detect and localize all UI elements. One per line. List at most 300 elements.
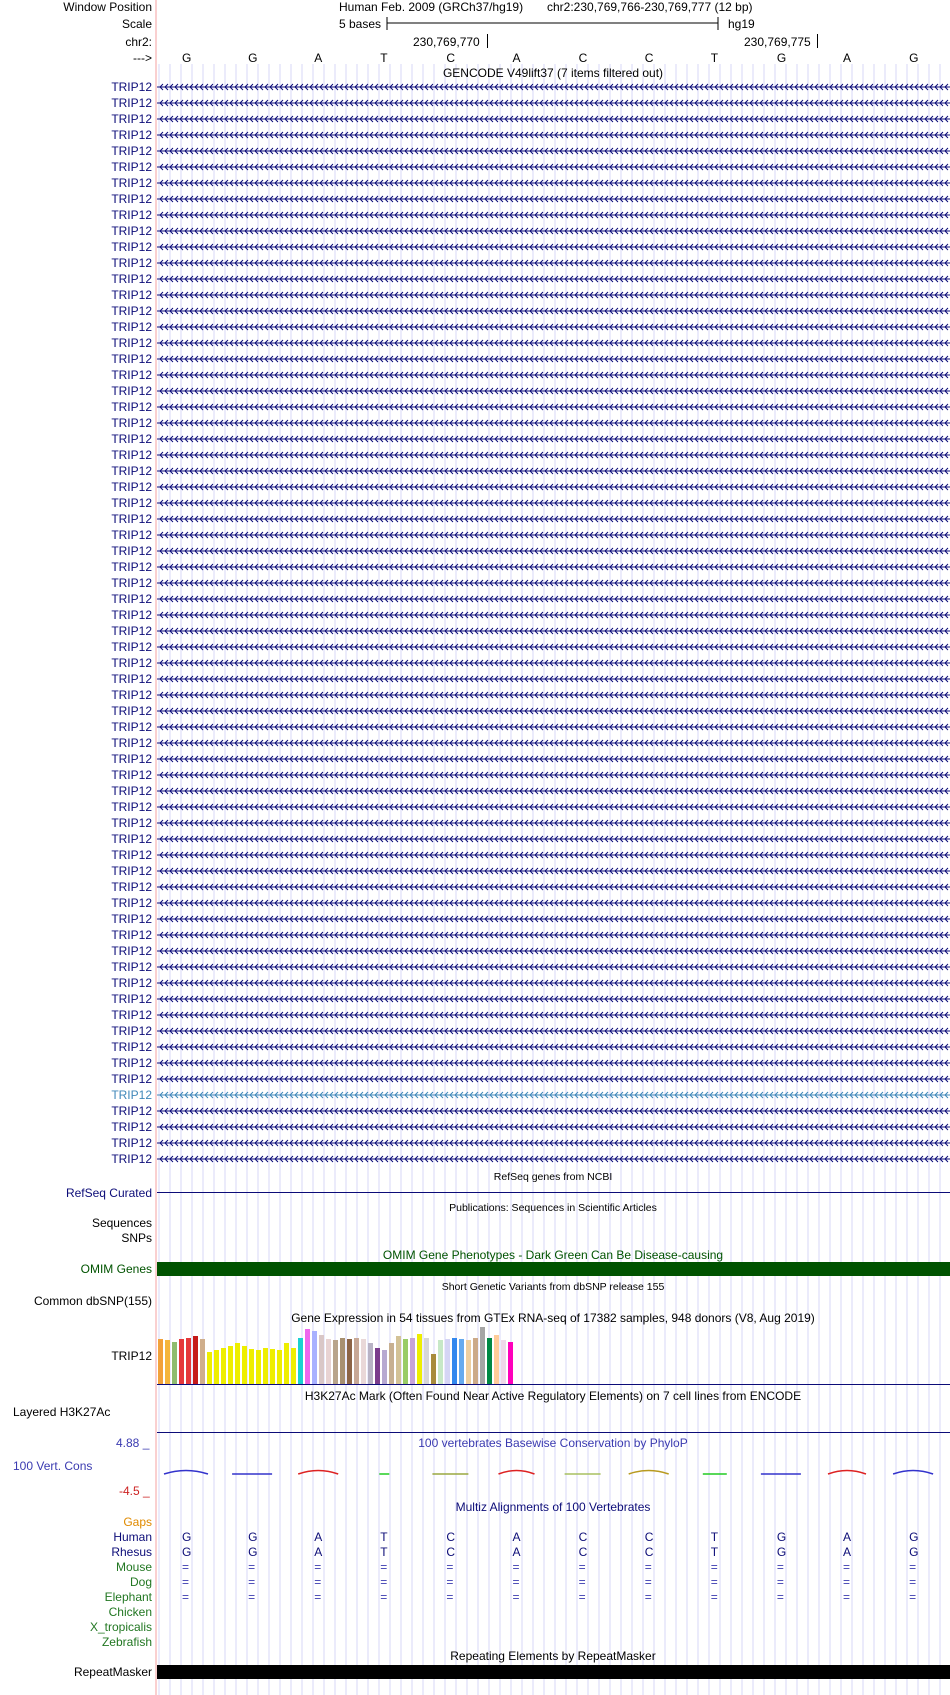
gencode-item-label[interactable]: TRIP12 [111, 800, 152, 814]
multiz-base: = [578, 1575, 586, 1589]
gencode-transcript[interactable] [157, 1136, 950, 1150]
multiz-base: G [909, 1545, 919, 1559]
multiz-species-label[interactable]: Chicken [108, 1605, 152, 1619]
gencode-transcript[interactable] [157, 320, 950, 334]
repeatmasker-feature[interactable] [157, 1665, 950, 1679]
gencode-transcript[interactable] [157, 992, 950, 1006]
gencode-transcript[interactable] [157, 704, 950, 718]
gtex-tissue-bar [501, 1340, 506, 1384]
gtex-tissue-bar [263, 1348, 268, 1384]
phylop-label[interactable]: 100 Vert. Cons [13, 1459, 93, 1473]
gencode-item-label[interactable]: TRIP12 [111, 160, 152, 174]
gtex-tissue-bar [312, 1331, 317, 1384]
gencode-transcript[interactable] [157, 768, 950, 782]
gencode-transcript[interactable] [157, 672, 950, 686]
gencode-item-label[interactable]: TRIP12 [111, 240, 152, 254]
multiz-base: = [578, 1590, 586, 1604]
gtex-tissue-bar [389, 1343, 394, 1384]
gencode-transcript[interactable] [157, 688, 950, 702]
gencode-item-label[interactable]: TRIP12 [111, 1152, 152, 1166]
gencode-item-label[interactable]: TRIP12 [111, 832, 152, 846]
gencode-item-label[interactable]: TRIP12 [111, 720, 152, 734]
publications-label-snps[interactable]: SNPs [121, 1231, 152, 1245]
gencode-transcript[interactable] [157, 720, 950, 734]
gencode-transcript[interactable] [157, 864, 950, 878]
gtex-bar-chart[interactable] [157, 1325, 950, 1385]
multiz-base: = [380, 1575, 388, 1589]
gencode-transcript[interactable] [157, 544, 950, 558]
h3k27ac-baseline [157, 1432, 950, 1433]
multiz-base: C [644, 1530, 654, 1544]
gencode-item-label[interactable]: TRIP12 [111, 1120, 152, 1134]
gencode-item-label[interactable]: TRIP12 [111, 784, 152, 798]
multiz-base: = [644, 1560, 652, 1574]
gtex-tissue-bar [473, 1338, 478, 1384]
gtex-tissue-bar [459, 1339, 464, 1384]
phylop-glyph [893, 1471, 933, 1475]
gencode-item-label[interactable]: TRIP12 [111, 1024, 152, 1038]
multiz-base: = [182, 1560, 190, 1574]
gencode-item-label[interactable]: TRIP12 [111, 880, 152, 894]
gencode-item-label[interactable]: TRIP12 [111, 96, 152, 110]
omim-title: OMIM Gene Phenotypes - Dark Green Can Be Disease-causing [382, 1248, 724, 1262]
ruler-tick-2 [817, 34, 818, 48]
multiz-base: A [843, 1545, 852, 1559]
multiz-base: = [776, 1575, 784, 1589]
gencode-item-label[interactable]: TRIP12 [111, 448, 152, 462]
refseq-title: RefSeq genes from NCBI [493, 1171, 613, 1183]
base-10: G [776, 51, 787, 65]
multiz-base: C [644, 1545, 654, 1559]
gtex-tissue-bar [494, 1335, 499, 1384]
multiz-base: = [512, 1575, 520, 1589]
scale-text: 5 bases [339, 17, 382, 31]
gencode-transcript[interactable] [157, 400, 950, 414]
gtex-tissue-bar [277, 1350, 282, 1384]
gencode-item-label[interactable]: TRIP12 [111, 208, 152, 222]
gencode-item-label[interactable]: TRIP12 [111, 80, 152, 94]
gencode-transcript[interactable] [157, 256, 950, 270]
gencode-transcript[interactable] [157, 144, 950, 158]
gtex-tissue-bar [361, 1339, 366, 1384]
multiz-base: = [248, 1575, 256, 1589]
gencode-item-label[interactable]: TRIP12 [111, 912, 152, 926]
gencode-transcript[interactable] [157, 1008, 950, 1022]
gencode-item-label[interactable]: TRIP12 [111, 688, 152, 702]
multiz-base: = [644, 1590, 652, 1604]
phylop-title: 100 vertebrates Basewise Conservation by PhyloP [418, 1436, 688, 1450]
multiz-base: A [512, 1530, 521, 1544]
gencode-item-label[interactable]: TRIP12 [111, 592, 152, 606]
window-position-label: Window Position [63, 0, 152, 14]
gencode-transcript[interactable] [157, 384, 950, 398]
gtex-tissue-bar [193, 1336, 198, 1384]
gencode-item-label[interactable]: TRIP12 [111, 960, 152, 974]
gencode-transcript[interactable] [157, 304, 950, 318]
multiz-base: A [314, 1530, 323, 1544]
repeatmasker-title: Repeating Elements by RepeatMasker [450, 1649, 656, 1663]
gencode-item-label[interactable]: TRIP12 [111, 1088, 152, 1102]
gencode-item-label[interactable]: TRIP12 [111, 976, 152, 990]
gencode-item-label[interactable]: TRIP12 [111, 992, 152, 1006]
publications-label-sequences[interactable]: Sequences [91, 1216, 152, 1230]
gencode-item-label[interactable]: TRIP12 [111, 352, 152, 366]
gencode-transcript[interactable] [157, 224, 950, 238]
gencode-item-label[interactable]: TRIP12 [111, 608, 152, 622]
multiz-base: = [446, 1590, 454, 1604]
gencode-item-label[interactable]: TRIP12 [111, 816, 152, 830]
gencode-item-label[interactable]: TRIP12 [111, 144, 152, 158]
base-1: G [182, 51, 192, 65]
gencode-item-label[interactable]: TRIP12 [111, 928, 152, 942]
gencode-transcript[interactable] [157, 656, 950, 670]
gencode-item-label[interactable]: TRIP12 [111, 496, 152, 510]
multiz-base: = [909, 1590, 917, 1604]
gencode-transcript[interactable] [157, 528, 950, 542]
gtex-tissue-bar [424, 1338, 429, 1384]
gencode-item-label[interactable]: TRIP12 [111, 432, 152, 446]
gencode-item-label[interactable]: TRIP12 [111, 848, 152, 862]
gtex-tissue-bar [207, 1352, 212, 1384]
multiz-base: = [248, 1560, 256, 1574]
gtex-tissue-bar [480, 1327, 485, 1384]
gencode-item-label[interactable]: TRIP12 [111, 1104, 152, 1118]
scale-label: Scale [121, 17, 152, 31]
gencode-item-label[interactable]: TRIP12 [111, 560, 152, 574]
gencode-transcript[interactable] [157, 240, 950, 254]
multiz-species-label[interactable]: X_tropicalis [89, 1620, 152, 1634]
gtex-title: Gene Expression in 54 tissues from GTEx RNA-seq of 17382 samples, 948 donors (V8, Aug 2019) [291, 1311, 815, 1325]
gencode-item-label[interactable]: TRIP12 [111, 272, 152, 286]
gencode-transcript[interactable] [157, 944, 950, 958]
gencode-item-label[interactable]: TRIP12 [111, 400, 152, 414]
multiz-title: Multiz Alignments of 100 Vertebrates [455, 1500, 651, 1514]
gencode-transcript[interactable] [157, 752, 950, 766]
gencode-transcript[interactable] [157, 368, 950, 382]
gtex-tissue-bar [200, 1339, 205, 1384]
gencode-item-label[interactable]: TRIP12 [111, 512, 152, 526]
gencode-transcript[interactable] [157, 80, 950, 94]
omim-label[interactable]: OMIM Genes [80, 1262, 152, 1276]
multiz-base: = [446, 1575, 454, 1589]
gencode-transcript[interactable] [157, 432, 950, 446]
gencode-item-label[interactable]: TRIP12 [111, 624, 152, 638]
gencode-transcript[interactable] [157, 880, 950, 894]
gencode-transcript[interactable] [157, 848, 950, 862]
gencode-transcript[interactable] [157, 1056, 950, 1070]
gtex-tissue-bar [186, 1338, 191, 1384]
gencode-transcript[interactable] [157, 128, 950, 142]
gencode-transcript[interactable] [157, 512, 950, 526]
gencode-item-label[interactable]: TRIP12 [111, 752, 152, 766]
refseq-feature[interactable] [157, 1192, 950, 1193]
multiz-base: = [446, 1560, 454, 1574]
gencode-transcript[interactable] [157, 288, 950, 302]
gencode-item-label[interactable]: TRIP12 [111, 176, 152, 190]
base-8: C [644, 51, 654, 65]
gtex-tissue-bar [158, 1339, 163, 1384]
gencode-transcript[interactable] [157, 816, 950, 830]
gtex-tissue-bar [410, 1338, 415, 1384]
gencode-item-label[interactable]: TRIP12 [111, 528, 152, 542]
gtex-tissue-bar [172, 1342, 177, 1384]
strand-label: ---> [133, 51, 152, 65]
gtex-tissue-bar [466, 1340, 471, 1384]
gtex-tissue-bar [431, 1354, 436, 1384]
multiz-base: T [380, 1545, 388, 1559]
multiz-base: = [248, 1590, 256, 1604]
gencode-item-label[interactable]: TRIP12 [111, 1072, 152, 1086]
gtex-tissue-bar [249, 1349, 254, 1384]
multiz-base: = [776, 1590, 784, 1604]
base-6: A [512, 51, 521, 65]
gencode-transcript[interactable] [157, 208, 950, 222]
gencode-item-label[interactable]: TRIP12 [111, 896, 152, 910]
gtex-tissue-bar [298, 1338, 303, 1384]
gtex-tissue-bar [382, 1350, 387, 1384]
gencode-transcript[interactable] [157, 480, 950, 494]
multiz-base: G [776, 1530, 787, 1544]
gtex-tissue-bar [221, 1348, 226, 1384]
gencode-transcript[interactable] [157, 160, 950, 174]
gencode-item-label[interactable]: TRIP12 [111, 416, 152, 430]
multiz-base: = [512, 1590, 520, 1604]
gencode-item-label[interactable]: TRIP12 [111, 304, 152, 318]
ruler-tick-label-2: 230,769,775 [744, 35, 811, 49]
multiz-base: = [909, 1560, 917, 1574]
gencode-item-label[interactable]: TRIP12 [111, 672, 152, 686]
phylop-glyph [499, 1471, 535, 1475]
gtex-tissue-bar [340, 1338, 345, 1384]
repeatmasker-label[interactable]: RepeatMasker [73, 1665, 152, 1679]
gtex-tissue-bar [228, 1346, 233, 1384]
multiz-base: A [843, 1530, 852, 1544]
multiz-base: C [446, 1545, 456, 1559]
multiz-gaps-label: Gaps [123, 1515, 152, 1529]
gencode-transcript[interactable] [157, 928, 950, 942]
position-range: chr2:230,769,766-230,769,777 (12 bp) [547, 0, 753, 14]
gencode-item-label[interactable]: TRIP12 [111, 944, 152, 958]
gencode-transcript[interactable] [157, 960, 950, 974]
gencode-transcript[interactable] [157, 336, 950, 350]
gencode-item-label[interactable]: TRIP12 [111, 704, 152, 718]
gtex-tissue-bar [319, 1335, 324, 1384]
gtex-tissue-bar [270, 1349, 275, 1384]
gencode-transcript[interactable] [157, 448, 950, 462]
gencode-transcript[interactable] [157, 592, 950, 606]
gencode-item-label[interactable]: TRIP12 [111, 384, 152, 398]
gtex-tissue-bar [347, 1339, 352, 1384]
gtex-tissue-bar [417, 1334, 422, 1384]
multiz-base: = [380, 1590, 388, 1604]
base-11: A [843, 51, 852, 65]
multiz-base: = [644, 1575, 652, 1589]
gencode-transcript[interactable] [157, 912, 950, 926]
multiz-base: T [710, 1530, 719, 1544]
phylop-min: -4.5 _ [119, 1484, 150, 1498]
gencode-item-label[interactable]: TRIP12 [111, 736, 152, 750]
multiz-base: = [843, 1590, 851, 1604]
multiz-species-label[interactable]: Human [113, 1530, 152, 1544]
multiz-species-label[interactable]: Zebrafish [101, 1635, 152, 1649]
gencode-item-label[interactable]: TRIP12 [111, 256, 152, 270]
gencode-item-label[interactable]: TRIP12 [111, 128, 152, 142]
gencode-transcript[interactable] [157, 576, 950, 590]
multiz-base: = [843, 1560, 851, 1574]
gencode-transcript[interactable] [157, 832, 950, 846]
base-5: C [446, 51, 456, 65]
gencode-transcript[interactable] [157, 192, 950, 206]
multiz-base: = [776, 1560, 784, 1574]
gencode-transcript[interactable] [157, 608, 950, 622]
gtex-tissue-bar [368, 1343, 373, 1384]
base-12: G [909, 51, 919, 65]
gencode-transcript[interactable] [157, 1072, 950, 1086]
multiz-species-label[interactable]: Mouse [115, 1560, 152, 1574]
gencode-item-label[interactable]: TRIP12 [111, 480, 152, 494]
gencode-transcript[interactable] [157, 896, 950, 910]
multiz-base: G [248, 1530, 258, 1544]
gtex-tissue-bar [438, 1340, 443, 1384]
omim-feature[interactable] [157, 1262, 950, 1276]
h3k27ac-title: H3K27Ac Mark (Often Found Near Active Regulatory Elements) on 7 cell lines from ENCODE [304, 1389, 802, 1403]
gencode-item-label[interactable]: TRIP12 [111, 640, 152, 654]
gencode-item-label[interactable]: TRIP12 [111, 864, 152, 878]
gencode-item-label[interactable]: TRIP12 [111, 368, 152, 382]
phylop-glyph [828, 1471, 866, 1475]
gencode-transcript[interactable] [157, 112, 950, 126]
gtex-tissue-bar [165, 1340, 170, 1384]
gtex-tissue-bar [333, 1340, 338, 1384]
gencode-transcript[interactable] [157, 976, 950, 990]
phylop-glyph [164, 1471, 208, 1475]
gtex-tissue-bar [452, 1338, 457, 1384]
gencode-transcript[interactable] [157, 464, 950, 478]
multiz-base: = [578, 1560, 586, 1574]
gencode-transcript[interactable] [157, 176, 950, 190]
gencode-transcript[interactable] [157, 736, 950, 750]
gencode-transcript[interactable] [157, 496, 950, 510]
gencode-transcript[interactable] [157, 800, 950, 814]
scale-bar [384, 16, 721, 32]
dbsnp-label[interactable]: Common dbSNP(155) [33, 1294, 152, 1308]
publications-title: Publications: Sequences in Scientific Articles [449, 1202, 657, 1214]
multiz-base: C [578, 1530, 588, 1544]
gencode-item-label[interactable]: TRIP12 [111, 224, 152, 238]
gtex-tissue-bar [284, 1343, 289, 1384]
multiz-base: A [314, 1545, 323, 1559]
multiz-base: A [512, 1545, 521, 1559]
gencode-transcript[interactable] [157, 1152, 950, 1166]
multiz-base: G [248, 1545, 258, 1559]
gtex-tissue-bar [354, 1338, 359, 1384]
gencode-item-label[interactable]: TRIP12 [111, 320, 152, 334]
gtex-tissue-bar [242, 1346, 247, 1384]
gencode-transcript[interactable] [157, 624, 950, 638]
gencode-item-label[interactable]: TRIP12 [111, 112, 152, 126]
multiz-base: = [710, 1590, 718, 1604]
gencode-item-label[interactable]: TRIP12 [111, 1136, 152, 1150]
gencode-transcript[interactable] [157, 1040, 950, 1054]
gtex-tissue-bar [305, 1329, 310, 1384]
ruler-tick-1 [487, 34, 488, 48]
gencode-item-label[interactable]: TRIP12 [111, 768, 152, 782]
gtex-tissue-bar [445, 1339, 450, 1384]
phylop-graph[interactable] [157, 1465, 950, 1481]
gtex-label[interactable]: TRIP12 [111, 1349, 152, 1363]
multiz-base: G [776, 1545, 787, 1559]
assembly-name: Human Feb. 2009 (GRCh37/hg19) [339, 0, 524, 14]
gencode-item-label[interactable]: TRIP12 [111, 1040, 152, 1054]
refseq-label[interactable]: RefSeq Curated [65, 1186, 152, 1200]
multiz-species-label[interactable]: Elephant [104, 1590, 152, 1604]
gencode-transcript[interactable] [157, 560, 950, 574]
gencode-transcript[interactable] [157, 416, 950, 430]
multiz-base: C [578, 1545, 588, 1559]
base-4: T [380, 51, 388, 65]
multiz-base: G [182, 1545, 192, 1559]
multiz-base: = [314, 1560, 322, 1574]
multiz-base: G [909, 1530, 919, 1544]
base-3: A [314, 51, 323, 65]
phylop-glyph [629, 1471, 669, 1475]
gencode-transcript[interactable] [157, 1024, 950, 1038]
gencode-transcript[interactable] [157, 96, 950, 110]
gencode-item-label[interactable]: TRIP12 [111, 656, 152, 670]
gencode-transcript[interactable] [157, 1120, 950, 1134]
gencode-item-label[interactable]: TRIP12 [111, 576, 152, 590]
gencode-transcript[interactable] [157, 1088, 950, 1102]
gencode-item-label[interactable]: TRIP12 [111, 464, 152, 478]
multiz-base: = [909, 1575, 917, 1589]
multiz-base: = [380, 1560, 388, 1574]
multiz-base: C [446, 1530, 456, 1544]
phylop-max: 4.88 _ [116, 1436, 150, 1450]
multiz-base: T [710, 1545, 719, 1559]
gencode-item-label[interactable]: TRIP12 [111, 544, 152, 558]
gencode-item-label[interactable]: TRIP12 [111, 1056, 152, 1070]
gencode-item-label[interactable]: TRIP12 [111, 192, 152, 206]
gencode-transcript[interactable] [157, 640, 950, 654]
multiz-species-label[interactable]: Dog [129, 1575, 152, 1589]
gtex-tissue-bar [487, 1338, 492, 1384]
gencode-transcript[interactable] [157, 272, 950, 286]
gencode-transcript[interactable] [157, 784, 950, 798]
multiz-base: = [710, 1560, 718, 1574]
h3k27ac-label[interactable]: Layered H3K27Ac [13, 1405, 111, 1419]
gtex-tissue-bar [235, 1343, 240, 1384]
base-2: G [248, 51, 258, 65]
gencode-item-label[interactable]: TRIP12 [111, 336, 152, 350]
base-9: T [710, 51, 719, 65]
multiz-base: G [182, 1530, 192, 1544]
gtex-tissue-bar [214, 1350, 219, 1384]
multiz-base: = [512, 1560, 520, 1574]
dbsnp-title: Short Genetic Variants from dbSNP release 155 [441, 1281, 665, 1293]
gtex-tissue-bar [256, 1350, 261, 1384]
gencode-transcript[interactable] [157, 1104, 950, 1118]
gtex-tissue-bar [291, 1348, 296, 1384]
chrom-label: chr2: [125, 35, 152, 49]
gencode-title[interactable]: GENCODE V49lift37 (7 items filtered out) [442, 66, 664, 80]
gencode-item-label[interactable]: TRIP12 [111, 288, 152, 302]
multiz-base: = [843, 1575, 851, 1589]
gencode-transcript[interactable] [157, 352, 950, 366]
multiz-species-label[interactable]: Rhesus [111, 1545, 152, 1559]
multiz-base: = [182, 1575, 190, 1589]
gencode-item-label[interactable]: TRIP12 [111, 1008, 152, 1022]
multiz-base: = [314, 1575, 322, 1589]
